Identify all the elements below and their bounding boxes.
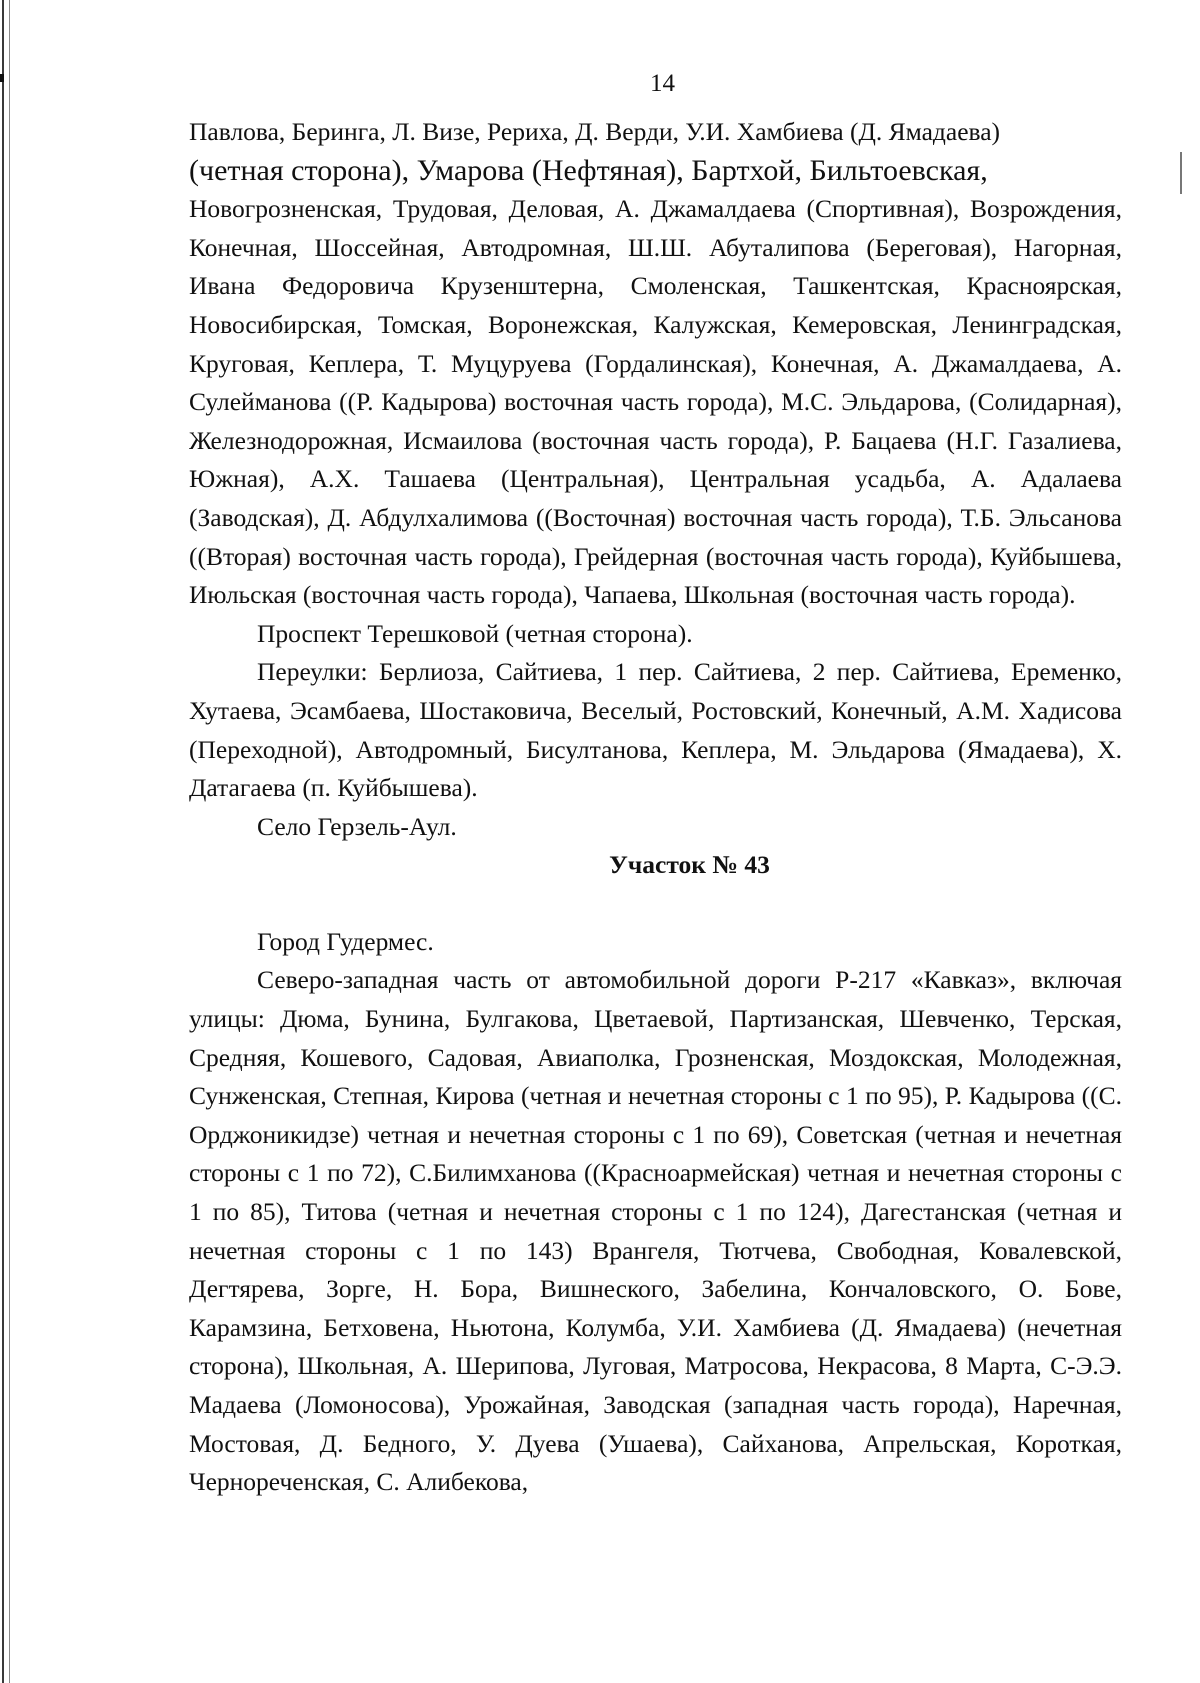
page-number: 14	[650, 70, 675, 97]
paragraph-prospect: Проспект Терешковой (четная сторона).	[257, 618, 693, 648]
scan-mark-right	[1180, 152, 1182, 194]
scan-edge-line	[2, 0, 4, 1683]
scan-edge-line-secondary	[9, 0, 10, 1683]
paragraph-streets-line1: Павлова, Беринга, Л. Визе, Рериха, Д. Верди, У.И. Хамбиева (Д. Ямадаева)	[189, 117, 1001, 146]
paragraph-streets-rest: Новогрозненская, Трудовая, Деловая, А. Джамалдаева (Спортивная), Возрождения, Конечная, Шоссейная, Автодромная, Ш.Ш. Абуталипова (Береговая), Нагорная, Ивана Федоровича Крузенштерна, Смоленская, Ташкентская, Красноярская, Новосибирская, Томская, Воронежская, Калужская, Кемеровская, Ленинградская, Круговая, Кеплера, Т. Муцуруева (Гордалинская), Конечная, А. Джамалдаева, А. Сулейманова ((Р. Кадырова) восточная часть города), М.С. Эльдарова, (Солидарная), Железнодорожная, Исмаилова (восточная часть города), Р. Бацаева (Н.Г. Газалиева, Южная), А.Х. Ташаева (Центральная), Центральная усадьба, А. Адалаева (Заводская), Д. Абдулхалимова ((Восточная) восточная часть города), Т.Б. Эльсанова ((Вторая) восточная часть города), Грейдерная (восточная часть города), Куйбышева, Июльская (восточная часть города), Чапаева, Школьная (восточная часть города).	[189, 194, 1122, 610]
paragraph-streets-line2: (четная сторона), Умарова (Нефтяная), Бартхой, Бильтоевская,	[189, 153, 988, 187]
paragraph-city: Город Гудермес.	[257, 926, 434, 956]
paragraph-northwest: Северо-западная часть от автомобильной дороги Р-217 «Кавказ», включая улицы: Дюма, Бунина, Булгакова, Цветаевой, Партизанская, Шевченко, Терская, Средняя, Кошевого, Садовая, Авиаполка, Грозненская, Моздокская, Молодежная, Сунженская, Степная, Кирова (четная и нечетная стороны с 1 по 95), Р. Кадырова ((С. Орджоникидзе) четная и нечетная стороны с 1 по 69), Советская (четная и нечетная стороны с 1 по 72), С.Билимханова ((Красноармейская) четная и нечетная стороны с 1 по 85), Титова (четная и нечетная стороны с 1 по 124), Дагестанская (четная и нечетная стороны с 1 по 143) Врангеля, Тютчева, Свободная, Ковалевской, Дегтярева, Зорге, Н. Бора, Вишнеского, Забелина, Кончаловского, О. Бове, Карамзина, Бетховена, Ньютона, Колумба, У.И. Хамбиева (Д. Ямадаева) (нечетная сторона), Школьная, А. Шерипова, Луговая, Матросова, Некрасова, 8 Марта, С-Э.Э. Мадаева (Ломоносова), Урожайная, Заводская (западная часть города), Наречная, Мостовая, Д. Бедного, У. Дуева (Ушаева), Сайханова, Апрельская, Короткая, Чернореченская, С. Алибекова,	[189, 965, 1122, 1497]
paragraph-lanes: Переулки: Берлиоза, Сайтиева, 1 пер. Сайтиева, 2 пер. Сайтиева, Еременко, Хутаева, Эсамбаева, Шостаковича, Веселый, Ростовский, Конечный, А.М. Хадисова (Переходной), Автодромный, Бисултанова, Кеплера, М. Эльдарова (Ямадаева), Х. Датагаева (п. Куйбышева).	[189, 657, 1122, 803]
paragraph-village: Село Герзель-Аул.	[257, 811, 457, 841]
section-heading: Участок № 43	[609, 850, 770, 880]
document-body	[189, 113, 1122, 1502]
